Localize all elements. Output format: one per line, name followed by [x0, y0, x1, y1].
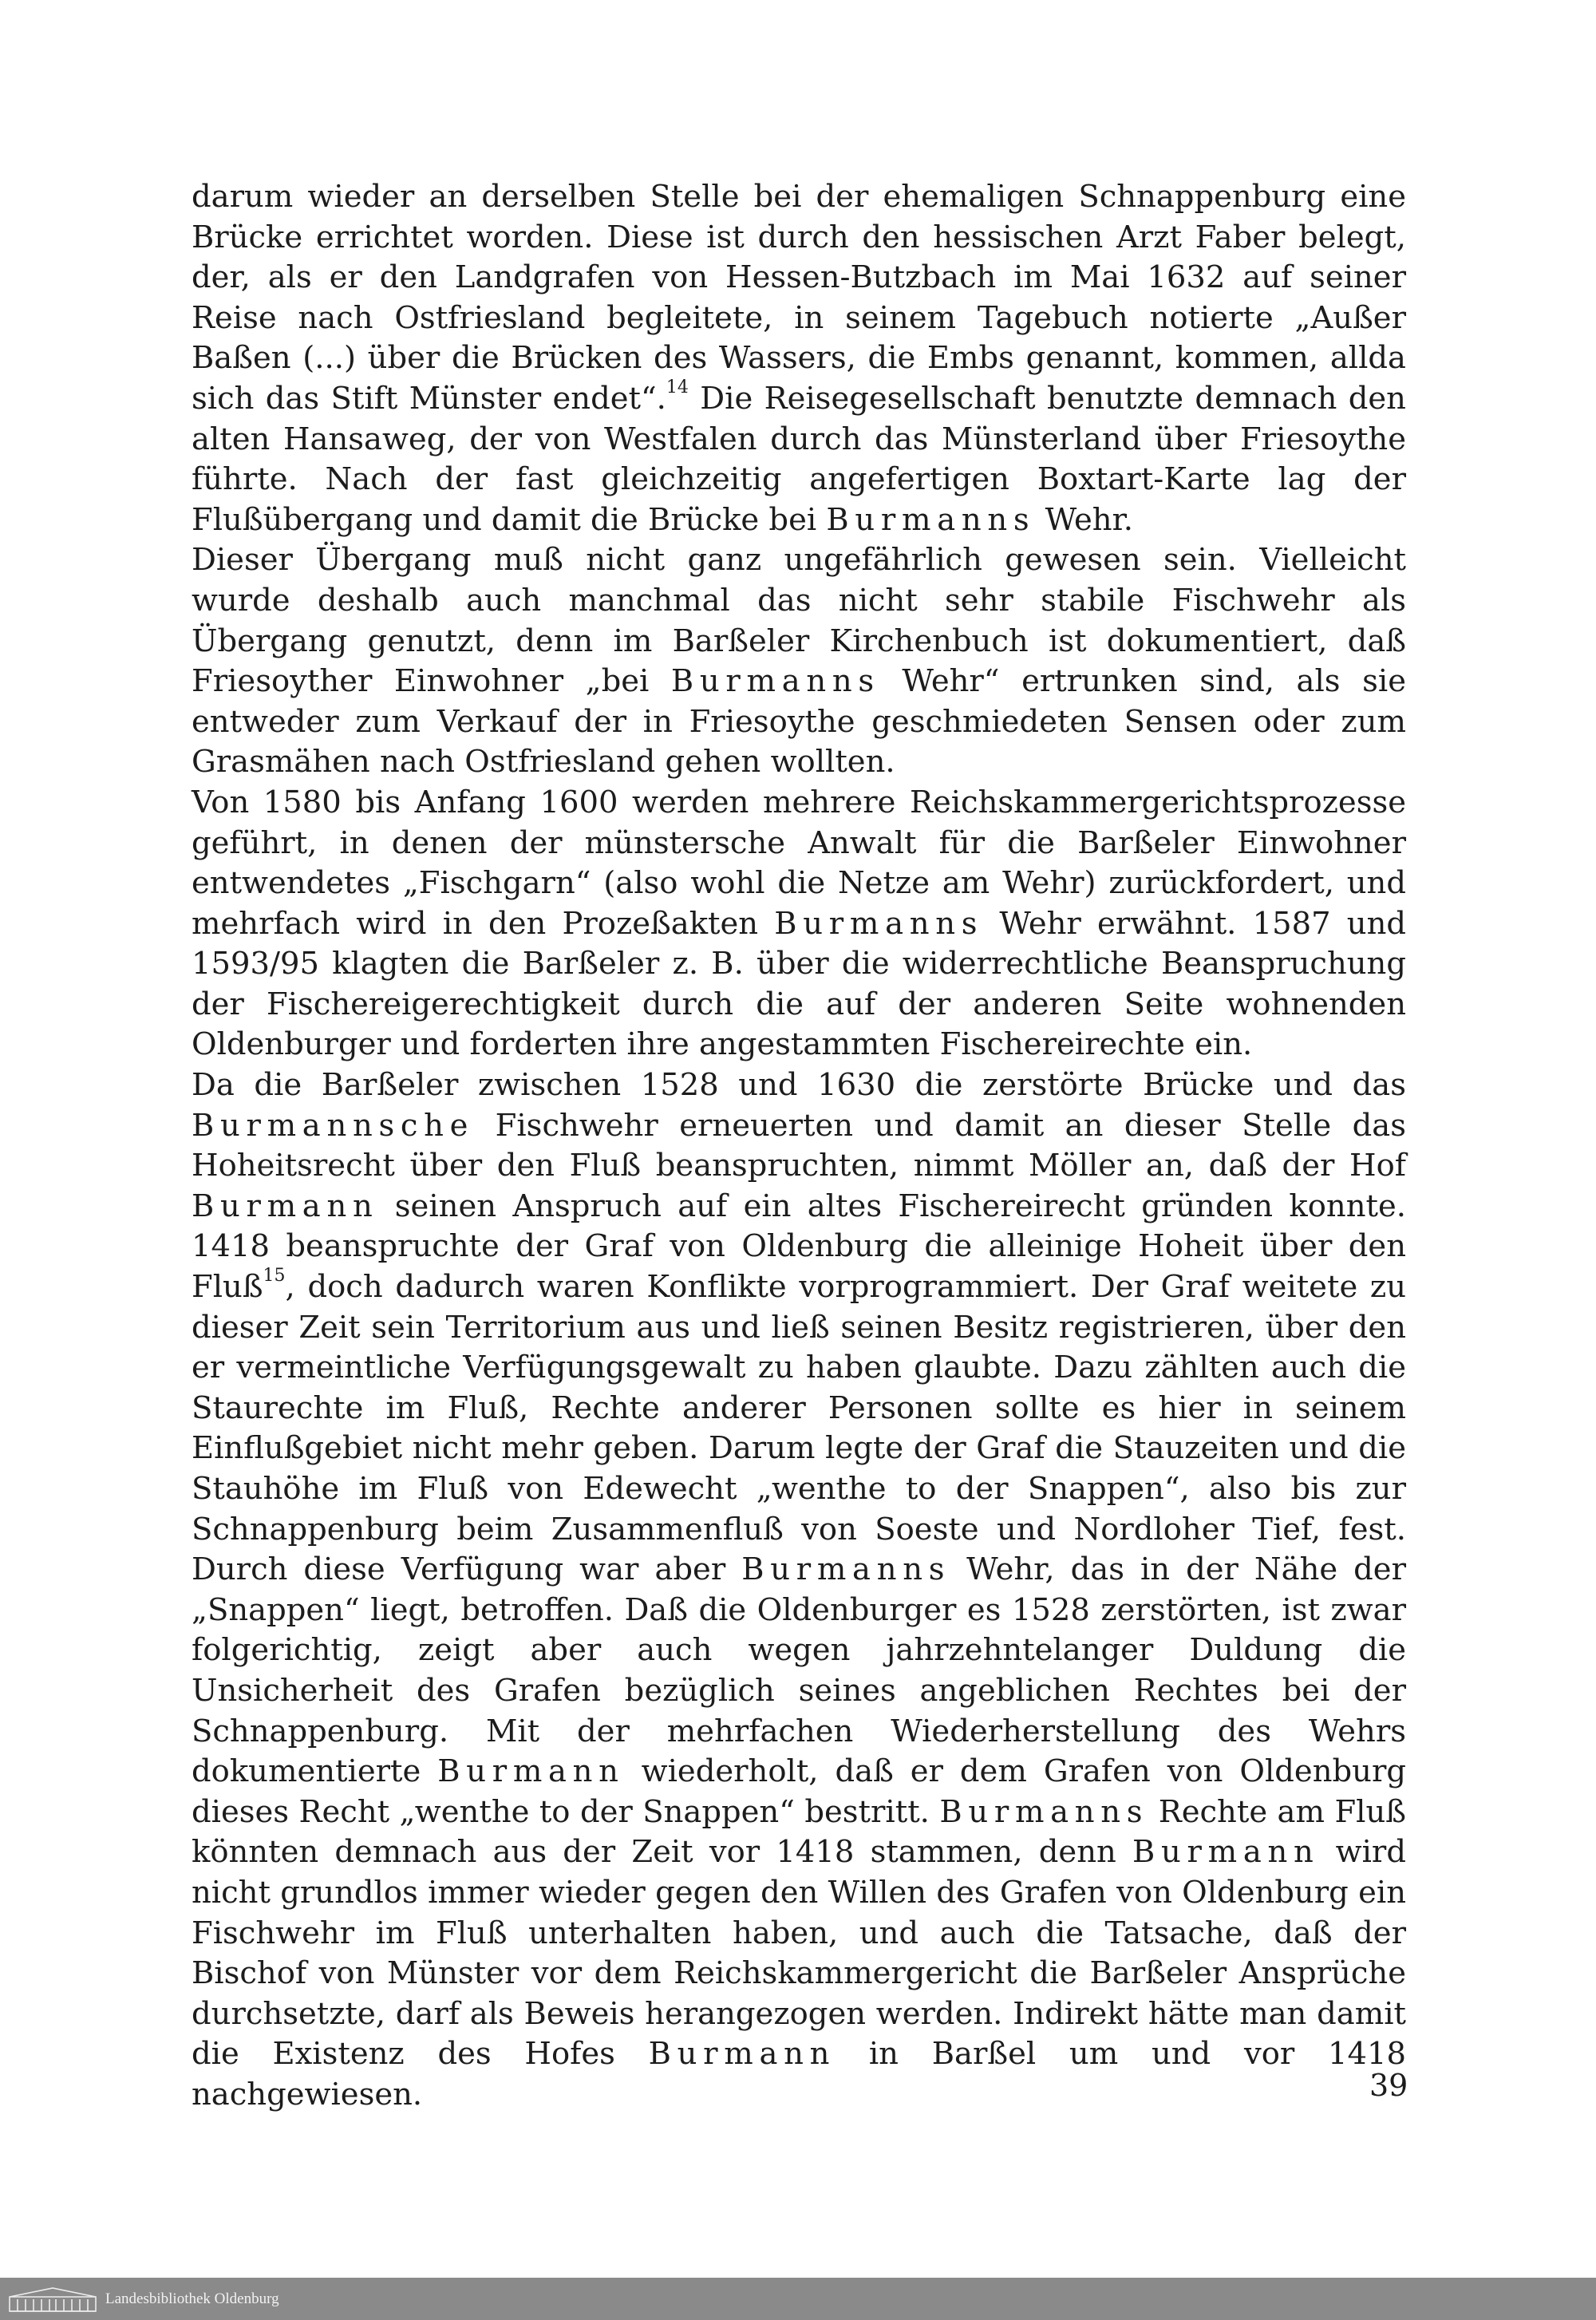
- footnote-ref: 14: [666, 377, 689, 398]
- spaced-name: Burmanns: [826, 501, 1036, 538]
- footer-bar: [0, 2278, 1596, 2320]
- spaced-name: Burmanns: [741, 1551, 951, 1588]
- text-run: Fischwehr erneuerten und damit an dieser Stelle das Hoheitsrecht über den Fluß beanspruchten, nimmt Möller an, daß der Hof: [192, 1107, 1406, 1184]
- footnote-ref: 15: [263, 1266, 286, 1286]
- text-run: seinen Anspruch auf ein altes Fischereirecht gründen konnte. 1418 beanspruchte der Graf von Oldenburg die alleinige Hoheit über den Fluß: [192, 1188, 1406, 1306]
- paragraph: [192, 540, 1406, 783]
- spaced-name: Burmanns: [670, 663, 880, 700]
- text-run: Da die Barßeler zwischen 1528 und 1630 die zerstörte Brücke und das: [192, 1067, 1406, 1104]
- text-run: Rechte am Fluß könnten demnach aus der Zeit vor 1418 stammen, denn: [192, 1793, 1406, 1871]
- text-run: wiederholt, daß er dem Grafen von Oldenburg dieses Recht „wenthe to der Snappen“ bestritt.: [192, 1753, 1406, 1830]
- spaced-name: Burmann: [1132, 1834, 1320, 1871]
- text-run: darum wieder an derselben Stelle bei der ehemaligen Schnappenburg eine Brücke errichtet worden. Diese ist durch den hessischen Arzt Faber belegt, der, als er den Landgrafen von Hessen-Butzbach im Mai 1632 auf seiner Reise nach Ostfriesland begleitete, in seinem Tagebuch notierte „Außer Baßen (...) über die Brücken des Wassers, die Embs genannt, kommen, allda sich das Stift Münster endet“.: [192, 179, 1406, 417]
- library-name: Landesbibliothek Oldenburg: [105, 2290, 279, 2307]
- paragraph: [192, 177, 1406, 540]
- text-run: Dieser Übergang muß nicht ganz ungefährlich gewesen sein. Vielleicht wurde deshalb auch manchmal das nicht sehr stabile Fischwehr als Übergang genutzt, denn im Barßeler Kirchenbuch ist dokumentiert, daß Friesoyther Einwohner „bei: [192, 542, 1406, 700]
- library-building-icon: [8, 2286, 97, 2313]
- text-run: , doch dadurch waren Konflikte vorprogrammiert. Der Graf weitete zu dieser Zeit sein Territorium aus und ließ seinen Besitz registrieren, über den er vermeintliche Verfügungsgewalt zu haben glaubte. Dazu zählten auch die Staurechte im Fluß, Rechte anderer Personen sollte es hier in seinem Einflußgebiet nicht mehr geben. Darum legte der Graf die Stauzeiten und die Stauhöhe im Fluß von Edewecht „wenthe to der Snappen“, also bis zur Schnappenburg beim Zusammenfluß von Soeste und Nordloher Tief, fest. Durch diese Verfügung war aber: [192, 1269, 1406, 1588]
- text-run: Wehr erwähnt. 1587 und 1593/95 klagten die Barßeler z. B. über die widerrechtliche Beanspruchung der Fischereigerechtigkeit durch die auf der anderen Seite wohnenden Oldenburger und forderten ihre angestammten Fischereirechte ein.: [192, 905, 1407, 1063]
- paragraph: [192, 1065, 1406, 2115]
- spaced-name: Burmanns: [939, 1793, 1149, 1830]
- spaced-name: Burmann: [648, 2036, 836, 2073]
- spaced-name: Burmannsche: [192, 1107, 475, 1144]
- spaced-name: Burmanns: [774, 905, 984, 942]
- page-number: 39: [1369, 2068, 1408, 2103]
- text-run: Wehr“ ertrunken sind, als sie entweder zum Verkauf der in Friesoythe geschmiedeten Sensen oder zum Grasmähen nach Ostfriesland gehen wollten.: [192, 663, 1406, 781]
- page-body: [192, 177, 1406, 2116]
- spaced-name: Burmann: [437, 1753, 625, 1790]
- text-run: wird nicht grundlos immer wieder gegen den Willen des Grafen von Oldenburg ein Fischwehr im Fluß unterhalten haben, und auch die Tatsache, daß der Bischof von Münster vor dem Reichskammergericht die Barßeler Ansprüche durchsetzte, darf als Beweis herangezogen werden. Indirekt hätte man damit die Existenz des Hofes: [192, 1834, 1406, 2073]
- text-run: Die Reisegesellschaft benutzte demnach den alten Hansaweg, der von Westfalen durch das Münsterland über Friesoythe führte. Nach der fast gleichzeitig angefertigen Boxtart-Karte lag der Flußübergang und damit die Brücke bei: [192, 380, 1406, 538]
- paragraph: [192, 783, 1406, 1065]
- text-run: Wehr.: [1035, 501, 1133, 538]
- text-run: Wehr, das in der Nähe der „Snappen“ liegt, betroffen. Daß die Oldenburger es 1528 zerstörten, ist zwar folgerichtig, zeigt aber auch wegen jahrzehntelanger Duldung die Unsicherheit des Grafen bezüglich seines angeblichen Rechtes bei der Schnappenburg. Mit der mehrfachen Wiederherstellung des Wehrs dokumentierte: [192, 1551, 1406, 1790]
- spaced-name: Burmann: [192, 1188, 379, 1224]
- text-run: in Barßel um und vor 1418 nachgewiesen.: [192, 2036, 1406, 2113]
- text-run: Von 1580 bis Anfang 1600 werden mehrere Reichskammergerichtsprozesse geführt, in denen der münstersche Anwalt für die Barßeler Einwohner entwendetes „Fischgarn“ (also wohl die Netze am Wehr) zurückfordert, und mehrfach wird in den Prozeßakten: [192, 784, 1406, 942]
